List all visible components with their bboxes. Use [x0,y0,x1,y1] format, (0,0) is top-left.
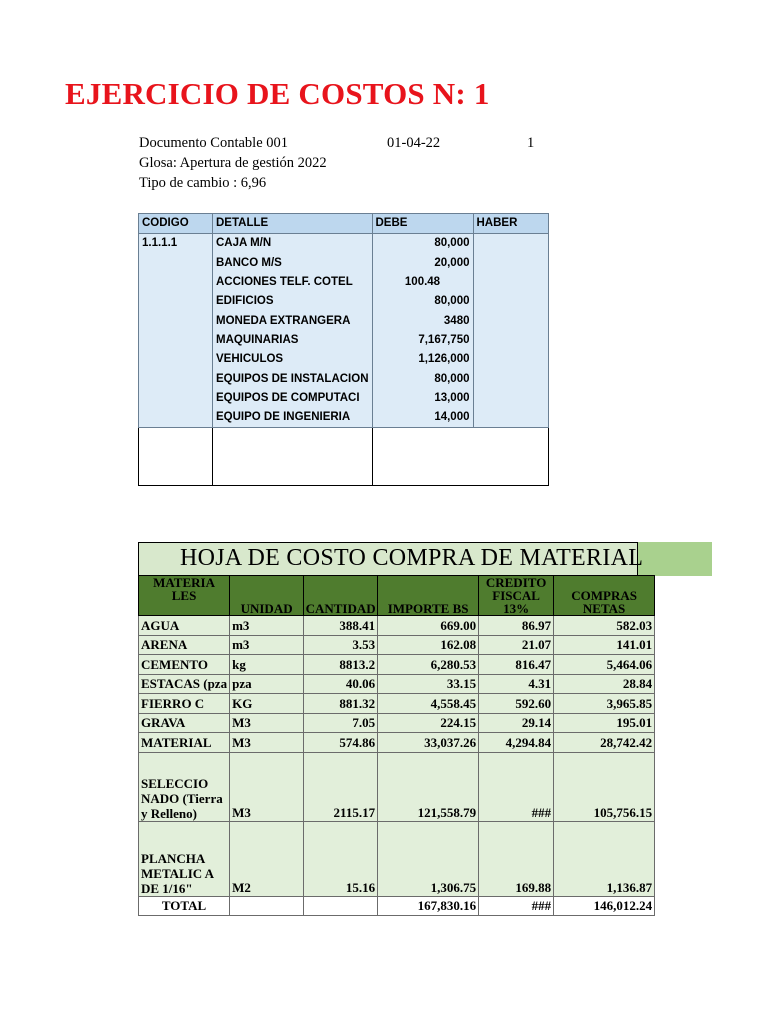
material-name: ARENA [139,635,230,655]
account-detail: CAJA M/N [213,234,373,254]
material-unit: m3 [230,616,304,636]
material-unit: pza [230,674,304,694]
material-tax-credit: 21.07 [479,635,554,655]
cost-row [139,713,655,733]
material-tax-credit: 86.97 [479,616,554,636]
account-detail: EQUIPOS DE COMPUTACI [213,389,373,408]
total-tax-credit: ### [479,896,554,916]
material-tax-credit: ### [479,752,554,821]
journal-row [139,273,549,292]
debit-amount: 80,000 [372,369,473,388]
header-compras-netas: COMPRAS NETAS [554,576,655,616]
material-unit: m3 [230,635,304,655]
material-net-purchase: 3,965.85 [554,694,655,714]
material-name: PLANCHA METALIC A DE 1/16" [139,821,230,896]
material-tax-credit: 816.47 [479,655,554,675]
journal-row [139,254,549,273]
debit-amount: 7,167,750 [372,331,473,350]
cost-row [139,674,655,694]
glosa-text: Glosa: Apertura de gestión 2022 [139,155,327,171]
account-detail: MONEDA EXTRANGERA [213,311,373,330]
account-detail: EQUIPO DE INGENIERIA [213,408,373,428]
material-net-purchase: 28.84 [554,674,655,694]
material-amount: 669.00 [378,616,479,636]
document-date: 01-04-22 [387,135,441,151]
material-tax-credit: 4.31 [479,674,554,694]
material-unit: KG [230,694,304,714]
account-detail: EDIFICIOS [213,292,373,311]
material-net-purchase: 195.01 [554,713,655,733]
material-amount: 33,037.26 [378,733,479,753]
debit-amount: 100.48 [372,273,473,292]
header-unidad: UNIDAD [230,576,304,616]
material-net-purchase: 582.03 [554,616,655,636]
total-net-purchase: 146,012.24 [554,896,655,916]
journal-empty-row [139,428,549,486]
credit-amount [473,234,548,254]
material-amount: 1,306.75 [378,821,479,896]
cost-sheet-title: HOJA DE COSTO COMPRA DE MATERIAL [180,545,644,571]
material-quantity: 15.16 [304,821,378,896]
cost-sheet-table [138,575,655,916]
account-code: 1.1.1.1 [139,234,213,254]
debit-amount: 1,126,000 [372,350,473,369]
material-amount: 4,558.45 [378,694,479,714]
total-amount: 167,830.16 [378,896,479,916]
journal-row [139,350,549,369]
material-net-purchase: 5,464.06 [554,655,655,675]
exchange-rate-text: Tipo de cambio : 6,96 [139,175,267,191]
material-quantity: 881.32 [304,694,378,714]
material-net-purchase: 1,136.87 [554,821,655,896]
material-name: ESTACAS (pza [139,674,230,694]
material-name: CEMENTO [139,655,230,675]
cost-row [139,655,655,675]
header-credito-fiscal: CREDITO FISCAL 13% [479,576,554,616]
journal-row [139,369,549,388]
header-detalle: DETALLE [213,214,373,234]
material-quantity: 8813.2 [304,655,378,675]
document-label: Documento Contable 001 [139,135,289,151]
material-name: GRAVA [139,713,230,733]
material-tax-credit: 169.88 [479,821,554,896]
cost-row [139,635,655,655]
material-name: MATERIAL [139,733,230,753]
material-net-purchase: 28,742.42 [554,733,655,753]
account-detail: VEHICULOS [213,350,373,369]
debit-amount: 13,000 [372,389,473,408]
material-quantity: 574.86 [304,733,378,753]
journal-row [139,408,549,428]
material-quantity: 7.05 [304,713,378,733]
material-unit: M3 [230,733,304,753]
account-detail: EQUIPOS DE INSTALACION [213,369,373,388]
header-codigo: CODIGO [139,214,213,234]
total-label: TOTAL [139,896,230,916]
header-cantidad: CANTIDAD [304,576,378,616]
journal-row [139,311,549,330]
journal-table [138,213,549,486]
material-unit: kg [230,655,304,675]
material-amount: 224.15 [378,713,479,733]
material-amount: 162.08 [378,635,479,655]
cost-header-row [139,576,655,616]
cost-row [139,733,655,753]
material-amount: 6,280.53 [378,655,479,675]
material-unit: M3 [230,752,304,821]
debit-amount: 80,000 [372,292,473,311]
debit-amount: 3480 [372,311,473,330]
material-tax-credit: 29.14 [479,713,554,733]
debit-amount: 14,000 [372,408,473,428]
material-amount: 121,558.79 [378,752,479,821]
material-net-purchase: 141.01 [554,635,655,655]
cost-total-row [139,896,655,916]
cost-row [139,616,655,636]
header-debe: DEBE [372,214,473,234]
journal-row [139,292,549,311]
cost-row [139,821,655,896]
journal-row [139,389,549,408]
material-tax-credit: 592.60 [479,694,554,714]
journal-row [139,331,549,350]
account-detail: MAQUINARIAS [213,331,373,350]
material-quantity: 2115.17 [304,752,378,821]
material-unit: M2 [230,821,304,896]
material-quantity: 40.06 [304,674,378,694]
document-page-number: 1 [527,135,535,151]
cost-row [139,752,655,821]
account-detail: ACCIONES TELF. COTEL [213,273,373,292]
debit-amount: 20,000 [372,254,473,273]
debit-amount: 80,000 [372,234,473,254]
material-net-purchase: 105,756.15 [554,752,655,821]
journal-row [139,234,549,254]
material-name: FIERRO C [139,694,230,714]
header-importe: IMPORTE BS [378,576,479,616]
cost-row [139,694,655,714]
header-materiales: MATERIA LES [139,576,230,616]
material-unit: M3 [230,713,304,733]
material-quantity: 3.53 [304,635,378,655]
material-amount: 33.15 [378,674,479,694]
material-tax-credit: 4,294.84 [479,733,554,753]
material-quantity: 388.41 [304,616,378,636]
material-name: AGUA [139,616,230,636]
header-haber: HABER [473,214,548,234]
journal-header-row [139,214,549,234]
page-title: EJERCICIO DE COSTOS N: 1 [65,76,490,111]
account-detail: BANCO M/S [213,254,373,273]
material-name: SELECCIO NADO (Tierra y Relleno) [139,752,230,821]
